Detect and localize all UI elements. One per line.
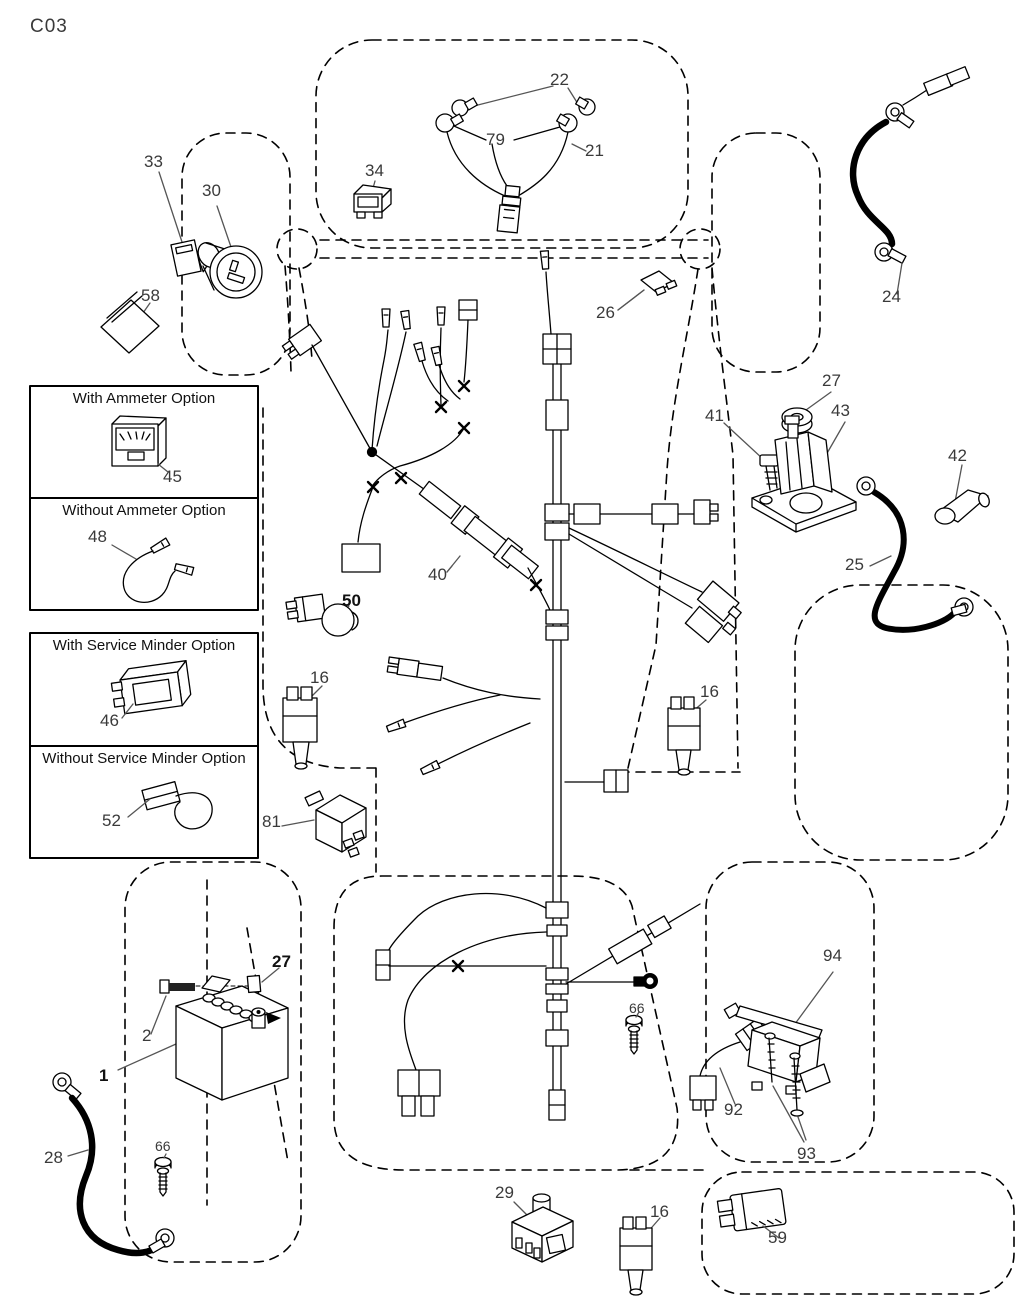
relay-81-drawing (282, 791, 366, 857)
switch-16-bottom-drawing (620, 1217, 660, 1295)
switch-16-right-drawing (668, 697, 706, 775)
part-label-52: 52 (102, 811, 121, 830)
part-label-29: 29 (495, 1183, 514, 1202)
part-label-41: 41 (705, 406, 724, 425)
part-label-45: 45 (163, 467, 182, 486)
part-label-24: 24 (882, 287, 901, 306)
part-label-50: 50 (342, 591, 361, 610)
bolt-66-left-drawing (155, 1154, 171, 1196)
part-label-42: 42 (948, 446, 967, 465)
main-harness-40-drawing (281, 251, 749, 1120)
rocker-switch-34-drawing (354, 181, 391, 218)
switch-16-left-drawing (283, 686, 322, 769)
ammeter-with-title: With Ammeter Option (72, 390, 216, 407)
ignition-switch-30-drawing (194, 206, 262, 298)
part-label-1: 1 (99, 1066, 109, 1085)
part-label-66-center: 66 (629, 1000, 645, 1016)
part-label-93: 93 (797, 1144, 816, 1163)
part-label-92: 92 (724, 1100, 743, 1119)
part-label-40: 40 (428, 565, 447, 584)
part-label-28: 28 (44, 1148, 63, 1167)
part-label-16-bottom: 16 (650, 1202, 669, 1221)
part-label-79: 79 (486, 130, 505, 149)
part-label-94: 94 (823, 946, 842, 965)
ammeter-45-drawing (112, 416, 168, 472)
part-label-43: 43 (831, 401, 850, 420)
part-label-26: 26 (596, 303, 615, 322)
service-with-title: With Service Minder Option (52, 637, 236, 654)
part-label-34: 34 (365, 161, 384, 180)
part-label-25: 25 (845, 555, 864, 574)
part-label-27-battery: 27 (272, 952, 291, 971)
part-label-58: 58 (141, 286, 160, 305)
part-label-22: 22 (550, 70, 569, 89)
part-label-2: 2 (142, 1026, 152, 1045)
part-label-30: 30 (202, 181, 221, 200)
bolt-66-center-drawing (626, 1012, 642, 1054)
page-code: C03 (30, 16, 68, 37)
headlight-harness-drawing (436, 86, 595, 233)
fuse-26-drawing (618, 271, 677, 310)
ammeter-without-title: Without Ammeter Option (62, 502, 226, 519)
part-label-27-solenoid: 27 (822, 371, 841, 390)
part-label-21: 21 (585, 141, 604, 160)
battery-cable-24-drawing (853, 67, 969, 294)
terminal-boot-42-drawing (935, 465, 991, 524)
part-label-81: 81 (262, 812, 281, 831)
service-without-title: Without Service Minder Option (42, 750, 246, 767)
part-label-16-left: 16 (310, 668, 329, 687)
part-label-16-right: 16 (700, 682, 719, 701)
part-label-33: 33 (144, 152, 163, 171)
part-label-48: 48 (88, 527, 107, 546)
part-label-66-left: 66 (155, 1138, 171, 1154)
part-label-59: 59 (768, 1228, 787, 1247)
part-label-46: 46 (100, 711, 119, 730)
misc-leaders (618, 290, 644, 310)
switch-29-drawing (512, 1194, 573, 1262)
